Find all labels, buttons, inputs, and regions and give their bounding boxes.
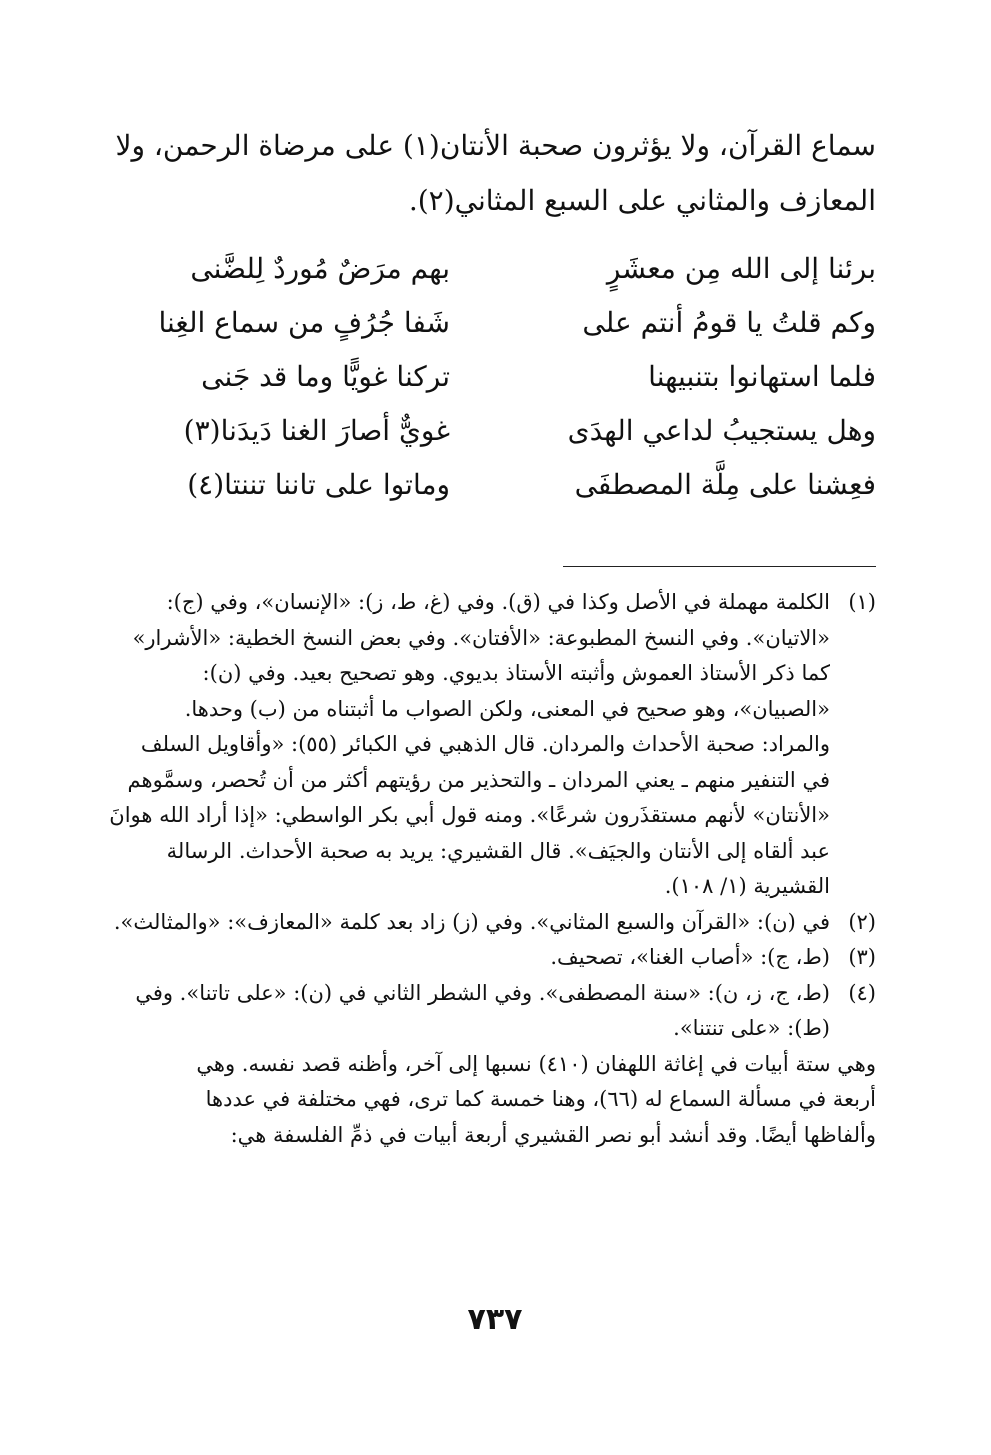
footnote-line: كما ذكر الأستاذ العموش وأثبته الأستاذ بديوي. وهو تصحيح بعيد. وفي (ن): xyxy=(202,661,830,685)
footnote-separator xyxy=(563,566,876,567)
footnote-line: (ط، ج، ز، ن): «سنة المصطفى». وفي الشطر الثاني في (ن): «على تاتنا». وفي xyxy=(135,980,830,1005)
footnote-line: القشيرية (١/ ١٠٨). xyxy=(664,874,830,898)
footnote-body xyxy=(100,976,830,1047)
footnote xyxy=(100,585,876,905)
footnote-line: «الأنتان» لأنهم مستقذَرون شرعًا». ومنه قول أبي بكر الواسطي: «إذا أراد الله هوانَ xyxy=(109,803,830,827)
verse-first-hemistich: فلما استهانوا بتنبيهنا xyxy=(648,360,876,393)
verse-second-hemistich: غويٌّ أصارَ الغنا دَيدَنا(٣) xyxy=(183,414,450,447)
footnote-body xyxy=(100,905,830,941)
footnote-line: والمراد: صحبة الأحداث والمردان. قال الذهبي في الكبائر (٥٥): «وأقاويل السلف xyxy=(140,732,830,756)
prose-line: المعازف والمثاني على السبع المثاني(٢). xyxy=(408,184,876,217)
poem-verse xyxy=(100,242,876,296)
verse-second-hemistich: تركنا غويًّا وما قد جَنى xyxy=(201,360,450,393)
footnote-line: وهي ستة أبيات في إغاثة اللهفان (٤١٠) نسبها إلى آخر، وأظنه قصد نفسه. وهي xyxy=(196,1051,876,1076)
footnote-body xyxy=(100,585,830,905)
footnote-body xyxy=(100,940,830,976)
verse-first-hemistich: وهل يستجيبُ لداعي الهدَى xyxy=(567,414,876,447)
footnotes xyxy=(100,585,876,1153)
poem-verse xyxy=(100,458,876,512)
verse-second-hemistich: وماتوا على تاننا تننتا(٤) xyxy=(187,468,450,501)
footnote-number: (١) xyxy=(848,590,876,614)
poem-verse xyxy=(100,350,876,404)
footnote xyxy=(100,905,876,941)
verse-first-hemistich: وكم قلتُ يا قومُ أنتم على xyxy=(582,306,876,339)
main-prose xyxy=(100,118,876,228)
footnote-continuation xyxy=(100,1047,876,1154)
footnote-line: في (ن): «القرآن والسبع المثاني». وفي (ز) زاد بعد كلمة «المعازف»: «والمثالث». xyxy=(113,909,830,934)
footnote-line: عبد ألقاه إلى الأنتان والجيَف». قال القشيري: يريد به صحبة الأحداث. الرسالة xyxy=(166,838,830,863)
verse-first-hemistich: فعِشنا على مِلَّة المصطفَى xyxy=(574,468,876,501)
footnote-line: في التنفير منهم ـ يعني المردان ـ والتحذير من رؤيتهم أكثر من أن تُحصر، وسمَّوهم xyxy=(127,767,830,792)
footnote-line: أربعة في مسألة السماع له (٦٦)، وهنا خمسة كما ترى، فهي مختلفة في عددها xyxy=(205,1087,876,1111)
footnote-number: (٢) xyxy=(848,909,876,934)
footnote-line: وألفاظها أيضًا. وقد أنشد أبو نصر القشيري أربعة أبيات في ذمِّ الفلسفة هي: xyxy=(230,1122,876,1147)
poem-verse xyxy=(100,296,876,350)
poem-verse xyxy=(100,404,876,458)
footnote-line: «الاتيان». وفي النسخ المطبوعة: «الأفتان». وفي بعض النسخ الخطية: «الأشرار» xyxy=(132,625,830,650)
page-number: ٧٣٧ xyxy=(467,1302,523,1337)
verse-second-hemistich: بهم مرَضٌ مُوردٌ لِلضَّنى xyxy=(190,252,450,285)
footnote-number: (٣) xyxy=(848,945,876,969)
footnote-line: (ط، ج): «أصاب الغنا»، تصحيف. xyxy=(550,945,830,969)
verse-second-hemistich: شَفا جُرُفٍ من سماع الغِنا xyxy=(158,306,450,339)
footnote xyxy=(100,976,876,1047)
verse-first-hemistich: برئنا إلى الله مِن معشَرٍ xyxy=(606,252,876,285)
footnote-line: (ط): «على تنتنا». xyxy=(673,1016,830,1040)
footnote-line: «الصبيان»، وهو صحيح في المعنى، ولكن الصواب ما أثبتناه من (ب) وحدها. xyxy=(184,696,830,721)
poem xyxy=(100,242,876,512)
footnote-number: (٤) xyxy=(848,980,876,1005)
footnote-line: الكلمة مهملة في الأصل وكذا في (ق). وفي (غ، ط، ز): «الإنسان»، وفي (ج): xyxy=(166,590,830,614)
footnote xyxy=(100,940,876,976)
prose-line: سماع القرآن، ولا يؤثرون صحبة الأنتان(١) على مرضاة الرحمن، ولا xyxy=(115,129,876,162)
